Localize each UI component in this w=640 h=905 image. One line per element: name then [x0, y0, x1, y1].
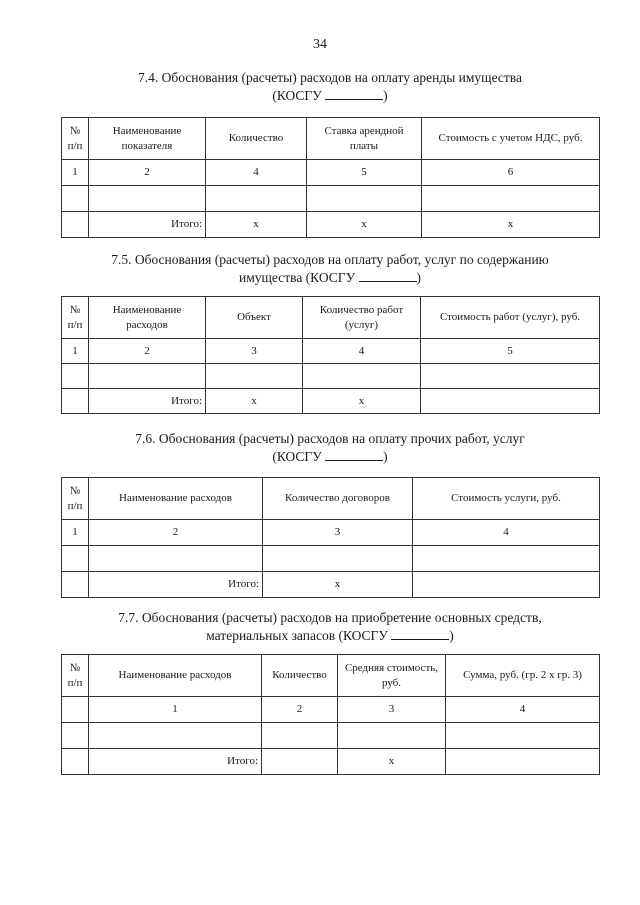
number-cell: 1 — [62, 160, 89, 186]
empty-cell — [89, 364, 206, 389]
table-total-row — [62, 572, 600, 598]
header-cell: Количество договоров — [263, 478, 413, 520]
total-label: Итого: — [89, 212, 206, 238]
table-7-5 — [61, 296, 600, 414]
header-cell: Количество — [206, 118, 307, 160]
number-cell: 3 — [263, 520, 413, 546]
empty-cell — [62, 697, 89, 723]
number-cell: 1 — [89, 697, 262, 723]
empty-cell — [206, 364, 303, 389]
kosgu-blank — [359, 269, 417, 282]
table-number-row — [62, 160, 600, 186]
header-cell: Количество работ (услуг) — [303, 297, 421, 339]
table-total-row — [62, 212, 600, 238]
kosgu-label: имущества (КОСГУ — [238, 270, 356, 285]
empty-cell — [89, 186, 206, 212]
number-cell: 2 — [89, 160, 206, 186]
section-7-7-heading — [60, 609, 600, 645]
empty-cell — [89, 546, 263, 572]
table-7-7 — [61, 654, 600, 775]
kosgu-blank — [325, 87, 383, 100]
empty-cell — [307, 186, 422, 212]
kosgu-blank — [325, 448, 383, 461]
table-empty-row — [62, 723, 600, 749]
header-cell: Средняя стоимость, руб. — [338, 655, 446, 697]
empty-cell — [62, 723, 89, 749]
empty-cell — [62, 389, 89, 414]
number-cell: 3 — [206, 339, 303, 364]
table-7-6 — [61, 477, 600, 598]
empty-cell — [62, 546, 89, 572]
total-value: х — [307, 212, 422, 238]
total-value: х — [263, 572, 413, 598]
number-cell: 2 — [89, 339, 206, 364]
total-value: х — [206, 212, 307, 238]
table-number-row — [62, 339, 600, 364]
section-7-5-heading — [60, 251, 600, 287]
heading-line-kosgu — [60, 627, 600, 645]
empty-cell — [446, 723, 600, 749]
kosgu-label: (КОСГУ — [272, 88, 322, 103]
header-cell: Объект — [206, 297, 303, 339]
table-7-4 — [61, 117, 600, 238]
table-header-row — [62, 297, 600, 339]
empty-cell — [62, 186, 89, 212]
number-cell: 6 — [422, 160, 600, 186]
header-cell: Наименование показателя — [89, 118, 206, 160]
empty-cell — [413, 572, 600, 598]
heading-line: 7.7. Обоснования (расчеты) расходов на приобретение основных средств, — [118, 610, 542, 625]
total-label: Итого: — [89, 749, 262, 775]
table-number-row — [62, 520, 600, 546]
empty-cell — [62, 364, 89, 389]
section-7-4-heading — [60, 69, 600, 105]
number-cell: 2 — [89, 520, 263, 546]
heading-line: 7.6. Обоснования (расчеты) расходов на оплату прочих работ, услуг — [135, 431, 525, 446]
empty-cell — [421, 389, 600, 414]
table-total-row — [62, 749, 600, 775]
heading-line: 7.4. Обоснования (расчеты) расходов на оплату аренды имущества — [137, 70, 522, 85]
number-cell: 1 — [62, 339, 89, 364]
header-cell: Стоимость работ (услуг), руб. — [421, 297, 600, 339]
empty-cell — [62, 749, 89, 775]
page-number: 34 — [313, 37, 327, 52]
empty-cell — [422, 186, 600, 212]
total-value: х — [303, 389, 421, 414]
header-cell: Стоимость с учетом НДС, руб. — [422, 118, 600, 160]
header-cell: Стоимость услуги, руб. — [413, 478, 600, 520]
header-cell: Количество — [262, 655, 338, 697]
empty-cell — [263, 546, 413, 572]
table-header-row — [62, 655, 600, 697]
empty-cell — [303, 364, 421, 389]
number-cell: 2 — [262, 697, 338, 723]
empty-cell — [206, 186, 307, 212]
header-cell: Наименование расходов — [89, 655, 262, 697]
header-cell: № п/п — [62, 118, 89, 160]
kosgu-close: ) — [416, 270, 422, 285]
total-value: х — [422, 212, 600, 238]
header-cell: Ставка арендной платы — [307, 118, 422, 160]
number-cell: 4 — [206, 160, 307, 186]
total-value: х — [338, 749, 446, 775]
kosgu-label: (КОСГУ — [272, 449, 322, 464]
header-cell: № п/п — [62, 655, 89, 697]
empty-cell — [89, 723, 262, 749]
total-label: Итого: — [89, 572, 263, 598]
header-cell: № п/п — [62, 478, 89, 520]
number-cell: 3 — [338, 697, 446, 723]
table-number-row — [62, 697, 600, 723]
kosgu-close: ) — [383, 449, 388, 464]
header-cell: № п/п — [62, 297, 89, 339]
heading-line-kosgu — [60, 269, 600, 287]
total-label: Итого: — [89, 389, 206, 414]
kosgu-label: материальных запасов (КОСГУ — [206, 628, 388, 643]
number-cell: 5 — [421, 339, 600, 364]
number-cell: 4 — [446, 697, 600, 723]
kosgu-close: ) — [383, 88, 388, 103]
number-cell: 4 — [303, 339, 421, 364]
number-cell: 5 — [307, 160, 422, 186]
table-header-row — [62, 118, 600, 160]
section-7-6-heading — [60, 430, 600, 466]
number-cell: 1 — [62, 520, 89, 546]
empty-cell — [262, 723, 338, 749]
heading-line: 7.5. Обоснования (расчеты) расходов на оплату работ, услуг по содержанию — [111, 252, 549, 267]
header-cell: Наименование расходов — [89, 478, 263, 520]
empty-cell — [421, 364, 600, 389]
table-empty-row — [62, 546, 600, 572]
empty-cell — [262, 749, 338, 775]
table-empty-row — [62, 364, 600, 389]
heading-line-kosgu — [60, 87, 600, 105]
table-empty-row — [62, 186, 600, 212]
kosgu-blank — [391, 627, 449, 640]
empty-cell — [62, 572, 89, 598]
header-cell: Сумма, руб. (гр. 2 x гр. 3) — [446, 655, 600, 697]
empty-cell — [446, 749, 600, 775]
empty-cell — [62, 212, 89, 238]
total-value: х — [206, 389, 303, 414]
table-total-row — [62, 389, 600, 414]
empty-cell — [413, 546, 600, 572]
empty-cell — [338, 723, 446, 749]
header-cell: Наименование расходов — [89, 297, 206, 339]
kosgu-close: ) — [449, 628, 454, 643]
heading-line-kosgu — [60, 448, 600, 466]
table-header-row — [62, 478, 600, 520]
number-cell: 4 — [413, 520, 600, 546]
